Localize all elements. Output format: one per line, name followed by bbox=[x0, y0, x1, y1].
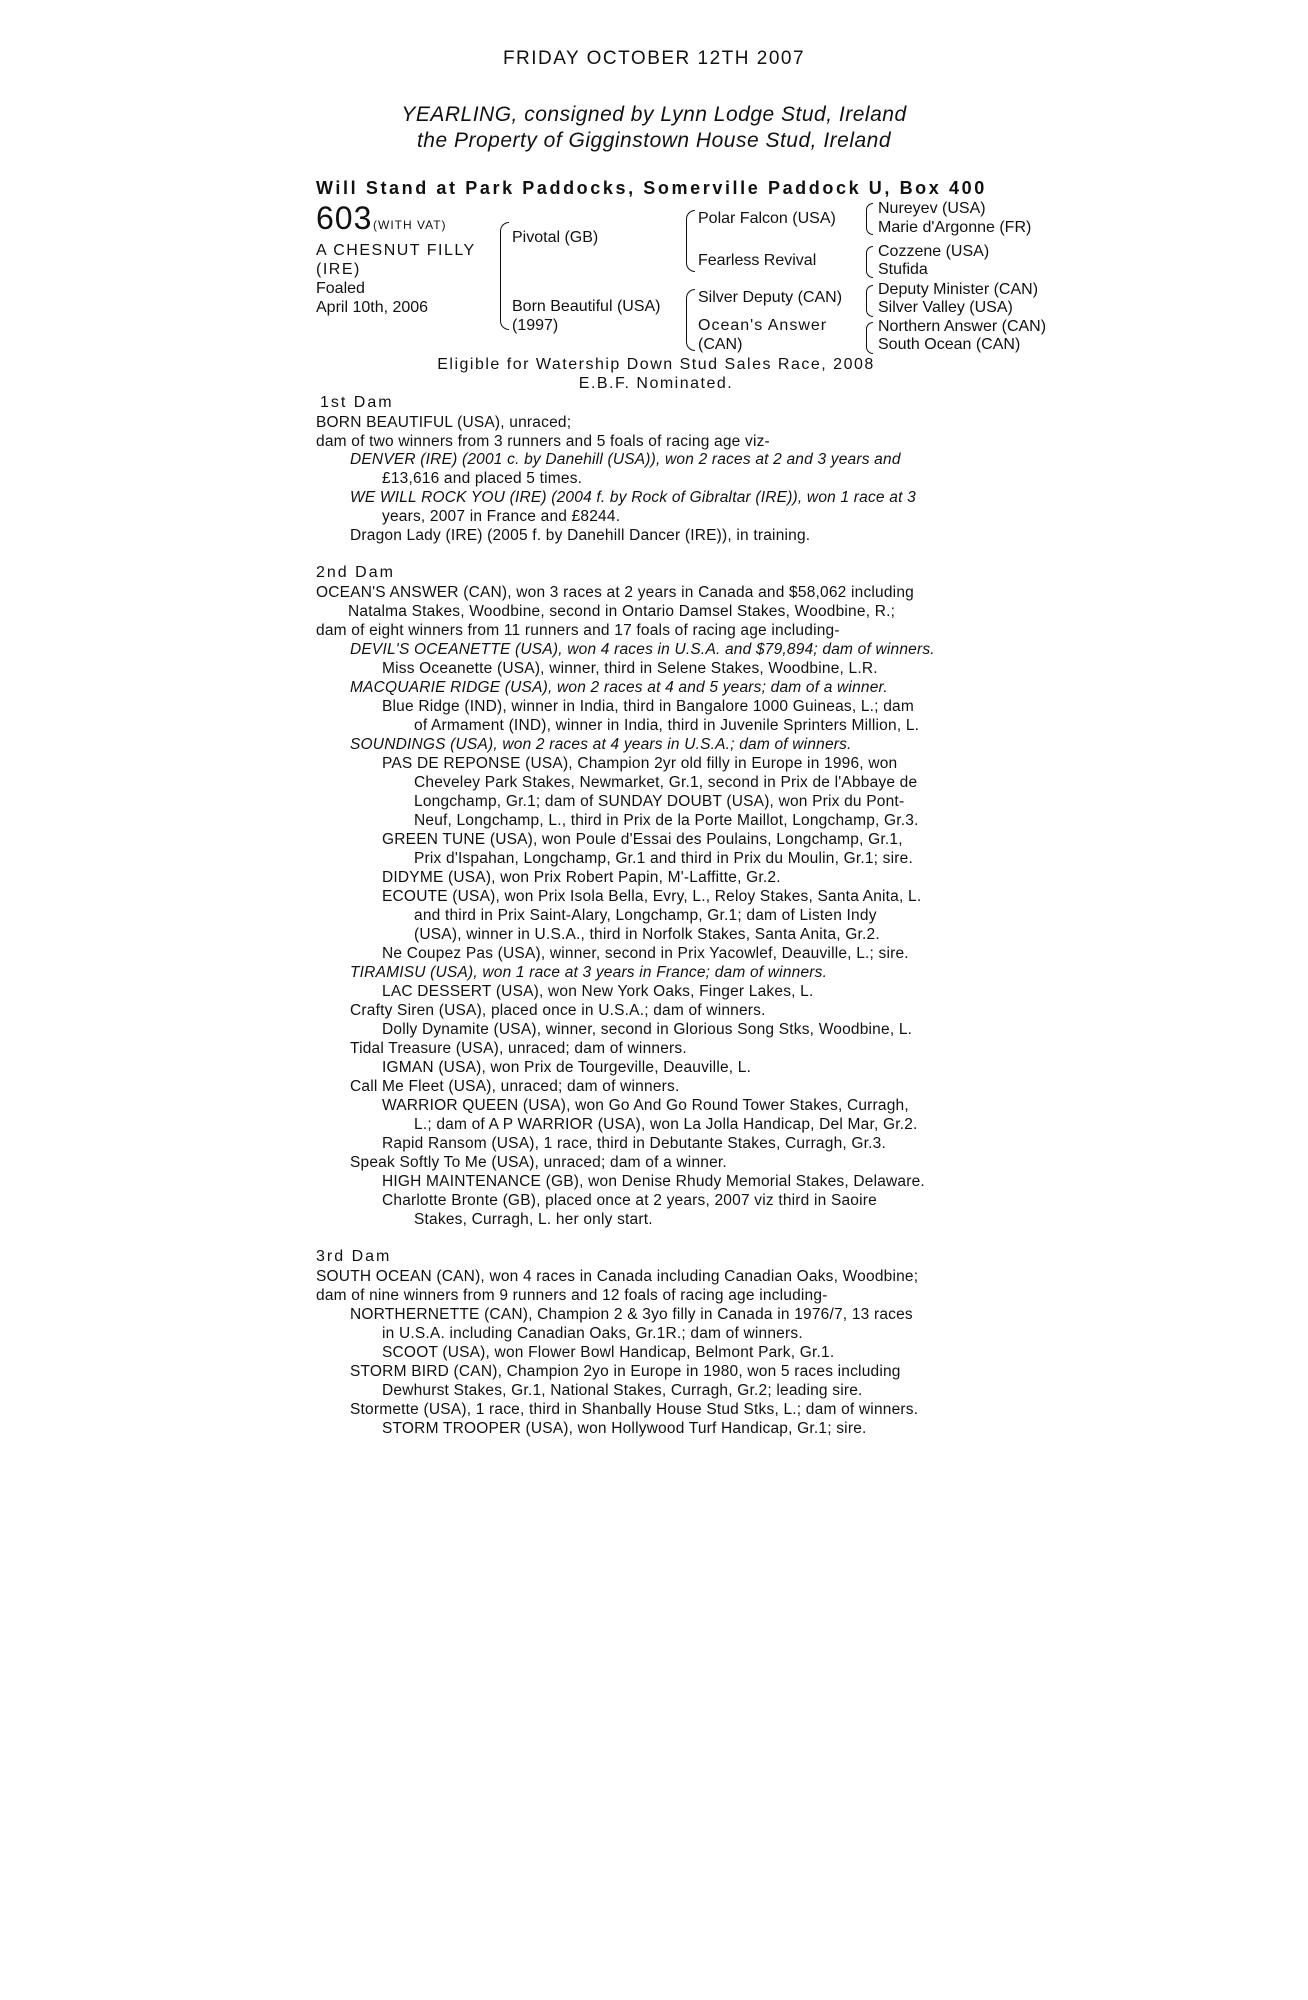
dam-line: Rapid Ransom (USA), 1 race, third in Debutante Stakes, Curragh, Gr.3. bbox=[382, 1135, 886, 1152]
third-dam-heading: 3rd Dam bbox=[316, 1248, 392, 1265]
dam-line: STORM BIRD (CAN), Champion 2yo in Europe in 1980, won 5 races including bbox=[350, 1363, 901, 1380]
second-dam-heading: 2nd Dam bbox=[316, 564, 395, 581]
lot-country: (IRE) bbox=[316, 261, 361, 278]
dam-line: SOUTH OCEAN (CAN), won 4 races in Canada including Canadian Oaks, Woodbine; bbox=[316, 1268, 919, 1285]
dam-line: OCEAN'S ANSWER (CAN), won 3 races at 2 years in Canada and $58,062 including bbox=[316, 584, 914, 601]
dam-brace bbox=[686, 289, 695, 351]
dam-line: Cheveley Park Stakes, Newmarket, Gr.1, second in Prix de l'Abbaye de bbox=[414, 774, 918, 791]
gen3-brace-3 bbox=[866, 285, 873, 317]
gen3-brace-2 bbox=[866, 246, 873, 278]
sire-of-dam: Silver Deputy (CAN) bbox=[698, 289, 843, 306]
property-line: the Property of Gigginstown House Stud, Ireland bbox=[416, 129, 892, 152]
dam-line: of Armament (IND), winner in India, third in Juvenile Sprinters Million, L. bbox=[414, 717, 920, 734]
dam-line: Neuf, Longchamp, L., third in Prix de la Porte Maillot, Longchamp, Gr.3. bbox=[414, 812, 919, 829]
sire-of-sire: Polar Falcon (USA) bbox=[698, 210, 836, 227]
dam-line: Natalma Stakes, Woodbine, second in Ontario Damsel Stakes, Woodbine, R.; bbox=[348, 603, 896, 620]
dam-line: NORTHERNETTE (CAN), Champion 2 & 3yo filly in Canada in 1976/7, 13 races bbox=[350, 1306, 913, 1323]
dam-line: £13,616 and placed 5 times. bbox=[382, 470, 583, 487]
dam-of-sire: Fearless Revival bbox=[698, 252, 817, 269]
dam-line: SOUNDINGS (USA), won 2 races at 4 years in U.S.A.; dam of winners. bbox=[350, 736, 852, 753]
dam-line: Ne Coupez Pas (USA), winner, second in Prix Yacowlef, Deauville, L.; sire. bbox=[382, 945, 909, 962]
dam-line: ECOUTE (USA), won Prix Isola Bella, Evry, L., Reloy Stakes, Santa Anita, L. bbox=[382, 888, 922, 905]
dam-line: Prix d'Ispahan, Longchamp, Gr.1 and third in Prix du Moulin, Gr.1; sire. bbox=[414, 850, 913, 867]
dam-line: Blue Ridge (IND), winner in India, third in Bangalore 1000 Guineas, L.; dam bbox=[382, 698, 914, 715]
dam-line: and third in Prix Saint-Alary, Longchamp, Gr.1; dam of Listen Indy bbox=[414, 907, 877, 924]
foaled-date: April 10th, 2006 bbox=[316, 299, 429, 316]
dam-line: BORN BEAUTIFUL (USA), unraced; bbox=[316, 414, 572, 431]
dam-line: DENVER (IRE) (2001 c. by Danehill (USA)), won 2 races at 2 and 3 years and bbox=[350, 451, 901, 468]
lot-number: 603 bbox=[316, 200, 373, 236]
dam-line: PAS DE REPONSE (USA), Champion 2yr old filly in Europe in 1996, won bbox=[382, 755, 898, 772]
dam-line: Crafty Siren (USA), placed once in U.S.A.; dam of winners. bbox=[350, 1002, 766, 1019]
dam-line: dam of eight winners from 11 runners and 17 foals of racing age including- bbox=[316, 622, 840, 639]
dam-year: (1997) bbox=[512, 317, 559, 334]
dam-of-dam: Ocean's Answer bbox=[698, 317, 828, 334]
gen3-brace-1 bbox=[866, 203, 873, 235]
ss-dam: Marie d'Argonne (FR) bbox=[878, 219, 1032, 236]
dam-line: DEVIL'S OCEANETTE (USA), won 4 races in U.S.A. and $79,894; dam of winners. bbox=[350, 641, 935, 658]
dam-line: Dewhurst Stakes, Gr.1, National Stakes, Curragh, Gr.2; leading sire. bbox=[382, 1382, 863, 1399]
dam-line: years, 2007 in France and £8244. bbox=[382, 508, 621, 525]
dam-line: L.; dam of A P WARRIOR (USA), won La Jolla Handicap, Del Mar, Gr.2. bbox=[414, 1116, 918, 1133]
dam-line: SCOOT (USA), won Flower Bowl Handicap, Belmont Park, Gr.1. bbox=[382, 1344, 835, 1361]
dam-line: Tidal Treasure (USA), unraced; dam of winners. bbox=[350, 1040, 687, 1057]
dam: Born Beautiful (USA) bbox=[512, 298, 661, 315]
consignor-line: YEARLING, consigned by Lynn Lodge Stud, Ireland bbox=[401, 103, 907, 126]
dd-dam: South Ocean (CAN) bbox=[878, 336, 1021, 353]
sire: Pivotal (GB) bbox=[512, 229, 599, 246]
sd-sire: Cozzene (USA) bbox=[878, 243, 990, 260]
dam-line: Miss Oceanette (USA), winner, third in Selene Stakes, Woodbine, L.R. bbox=[382, 660, 878, 677]
dam-line: (USA), winner in U.S.A., third in Norfolk Stakes, Santa Anita, Gr.2. bbox=[414, 926, 880, 943]
sire-brace bbox=[686, 210, 695, 272]
dam-line: Dragon Lady (IRE) (2005 f. by Danehill Dancer (IRE)), in training. bbox=[350, 527, 811, 544]
dam-line: dam of nine winners from 9 runners and 12 foals of racing age including- bbox=[316, 1287, 828, 1304]
dam-line: LAC DESSERT (USA), won New York Oaks, Finger Lakes, L. bbox=[382, 983, 814, 1000]
lot-description: A CHESNUT FILLY bbox=[316, 242, 476, 259]
ss-sire: Nureyev (USA) bbox=[878, 200, 986, 217]
dam-line: MACQUARIE RIDGE (USA), won 2 races at 4 and 5 years; dam of a winner. bbox=[350, 679, 888, 696]
dam-of-dam-country: (CAN) bbox=[698, 336, 743, 353]
dam-line: IGMAN (USA), won Prix de Tourgeville, Deauville, L. bbox=[382, 1059, 752, 1076]
dam-line: GREEN TUNE (USA), won Poule d'Essai des Poulains, Longchamp, Gr.1, bbox=[382, 831, 903, 848]
pedigree-brace bbox=[500, 222, 509, 330]
dam-line: dam of two winners from 3 runners and 5 foals of racing age viz- bbox=[316, 433, 770, 450]
dam-line: STORM TROOPER (USA), won Hollywood Turf Handicap, Gr.1; sire. bbox=[382, 1420, 867, 1437]
dam-line: WARRIOR QUEEN (USA), won Go And Go Round Tower Stakes, Curragh, bbox=[382, 1097, 909, 1114]
foaled-label: Foaled bbox=[316, 280, 365, 297]
vat-note: (WITH VAT) bbox=[373, 218, 447, 232]
sale-date: FRIDAY OCTOBER 12TH 2007 bbox=[502, 48, 806, 69]
ds-dam: Silver Valley (USA) bbox=[878, 299, 1013, 316]
dam-line: in U.S.A. including Canadian Oaks, Gr.1R.; dam of winners. bbox=[382, 1325, 803, 1342]
dd-sire: Northern Answer (CAN) bbox=[878, 318, 1047, 335]
dam-line: Dolly Dynamite (USA), winner, second in Glorious Song Stks, Woodbine, L. bbox=[382, 1021, 913, 1038]
ds-sire: Deputy Minister (CAN) bbox=[878, 281, 1039, 298]
sd-dam: Stufida bbox=[878, 261, 928, 278]
dam-line: Stormette (USA), 1 race, third in Shanbally House Stud Stks, L.; dam of winners. bbox=[350, 1401, 919, 1418]
first-dam-heading: 1st Dam bbox=[320, 394, 394, 411]
dam-line: DIDYME (USA), won Prix Robert Papin, M'-Laffitte, Gr.2. bbox=[382, 869, 781, 886]
stand-location: Will Stand at Park Paddocks, Somerville Paddock U, Box 400 bbox=[316, 178, 987, 198]
dam-line: TIRAMISU (USA), won 1 race at 3 years in France; dam of winners. bbox=[350, 964, 828, 981]
eligibility-line: Eligible for Watership Down Stud Sales Race, 2008 bbox=[437, 356, 875, 373]
gen3-brace-4 bbox=[866, 322, 873, 354]
dam-line: WE WILL ROCK YOU (IRE) (2004 f. by Rock of Gibraltar (IRE)), won 1 race at 3 bbox=[350, 489, 916, 506]
dam-line: Call Me Fleet (USA), unraced; dam of winners. bbox=[350, 1078, 680, 1095]
dam-line: Longchamp, Gr.1; dam of SUNDAY DOUBT (USA), won Prix du Pont- bbox=[414, 793, 905, 810]
dam-line: HIGH MAINTENANCE (GB), won Denise Rhudy Memorial Stakes, Delaware. bbox=[382, 1173, 925, 1190]
ebf-nominated: E.B.F. Nominated. bbox=[578, 375, 734, 392]
dam-line: Charlotte Bronte (GB), placed once at 2 years, 2007 viz third in Saoire bbox=[382, 1192, 877, 1209]
dam-line: Stakes, Curragh, L. her only start. bbox=[414, 1211, 653, 1228]
dam-line: Speak Softly To Me (USA), unraced; dam of a winner. bbox=[350, 1154, 727, 1171]
